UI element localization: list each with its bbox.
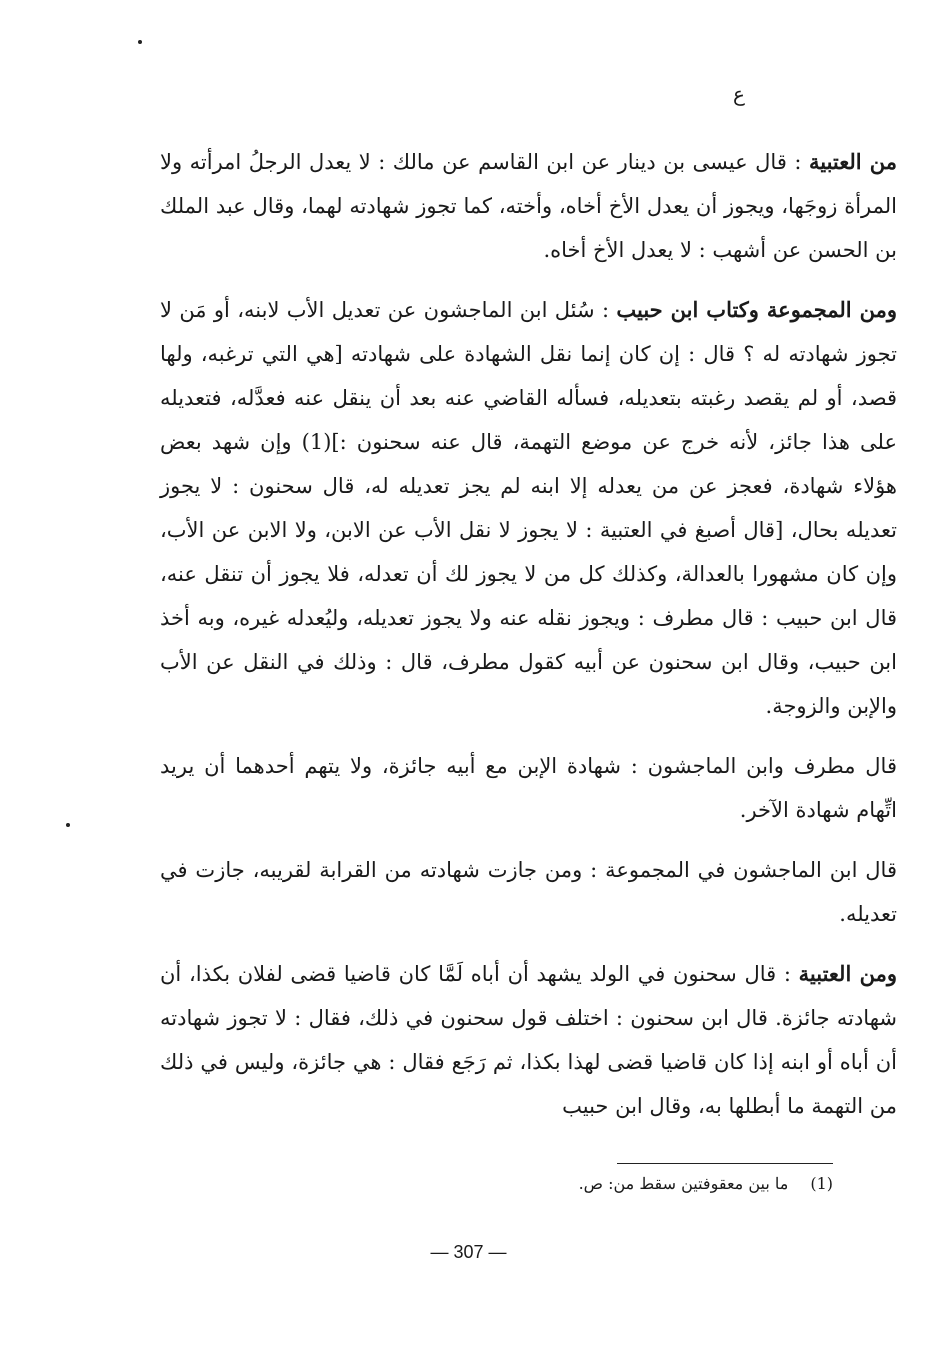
paragraph-3 [160,744,897,832]
paragraph-body: : قال سحنون في الولد يشهد أن أباه لَمَّا كان قاضيا قضى لفلان بكذا، أن شهادته جائزة. قال ابن سحنون : اختلف قول سحنون في ذلك، فقال : لا تجوز شهادته أن أباه أو ابنه إذا كان قاضيا قضى لهذا بكذا، ثم رَجَع فقال : هي جائزة، وليس في ذلك من التهمة ما أبطلها به، وقال ابن حبيب [160,962,897,1118]
paragraph-body: : قال عيسى بن دينار عن ابن القاسم عن مالك : لا يعدل الرجلُ امرأته ولا المرأة زوجَها، ويجوز أن يعدل الأخ أخاه، وأخته، كما تجوز شهادته لهما، وقال عبد الملك بن الحسن عن أشهب : لا يعدل الأخ أخاه. [160,150,897,262]
footnote-number: (1) [810,1174,833,1193]
scan-speck [138,40,142,44]
source-heading: من العتبية [808,149,897,174]
source-heading: ومن العتبية [798,961,897,986]
paragraph-5 [160,952,897,1128]
source-heading: ومن المجموعة وكتاب ابن حبيب [616,297,897,322]
paragraph-body: : سُئل ابن الماجشون عن تعديل الأب لابنه، أو مَن لا تجوز شهادته له ؟ قال : إن كان إنما نقل الشهادة على شهادته [هي التي ترغبه، ولها قصد، أو لم يقصد رغبته بتعديله، فسأله القاضي عنه بعد أن ينقل عنه فعدَّله، فتعديله على هذا جائز، لأنه خرج عن موضع التهمة، قال عنه سحنون :](1) وإن شهد بعض هؤلاء شهادة، فعجز عن من يعدله إلا ابنه لم يجز تعديله له، قال سحنون : لا يجوز تعديله بحال، [قال أصبغ في العتبية : لا يجوز لا نقل الأب عن الابن، ولا الابن عن الأب، وإن كان مشهورا بالعدالة، وكذلك كل من لا يجوز لك أن تعدله، فلا يجوز أن تنقل عنه، قال ابن حبيب : قال مطرف : ويجوز نقله عنه ولا يجوز تعديله، وليُعدله غيره، وبه أخذ ابن حبيب، وقال ابن سحنون عن أبيه كقول مطرف، قال : وذلك في النقل عن الأب والإبن والزوجة. [160,298,897,718]
footnote [160,1170,833,1198]
paragraph-body: قال مطرف وابن الماجشون : شهادة الإبن مع أبيه جائزة، ولا يتهم أحدهما أن يريد اتِّهام شهادة الآخر. [160,754,897,822]
paragraph-4 [160,848,897,936]
footnote-divider [617,1163,833,1164]
page-number: — 307 — [430,1242,507,1262]
paragraph-1 [160,140,897,272]
main-text [160,140,897,1144]
paragraph-body: قال ابن الماجشون في المجموعة : ومن جازت شهادته من القرابة لقريبه، جازت في تعديله. [160,858,897,926]
footnote-text: ما بين معقوفتين سقط من: ص. [578,1174,789,1193]
signature-mark: ع [733,82,745,106]
paragraph-2 [160,288,897,728]
scan-speck [66,823,70,827]
